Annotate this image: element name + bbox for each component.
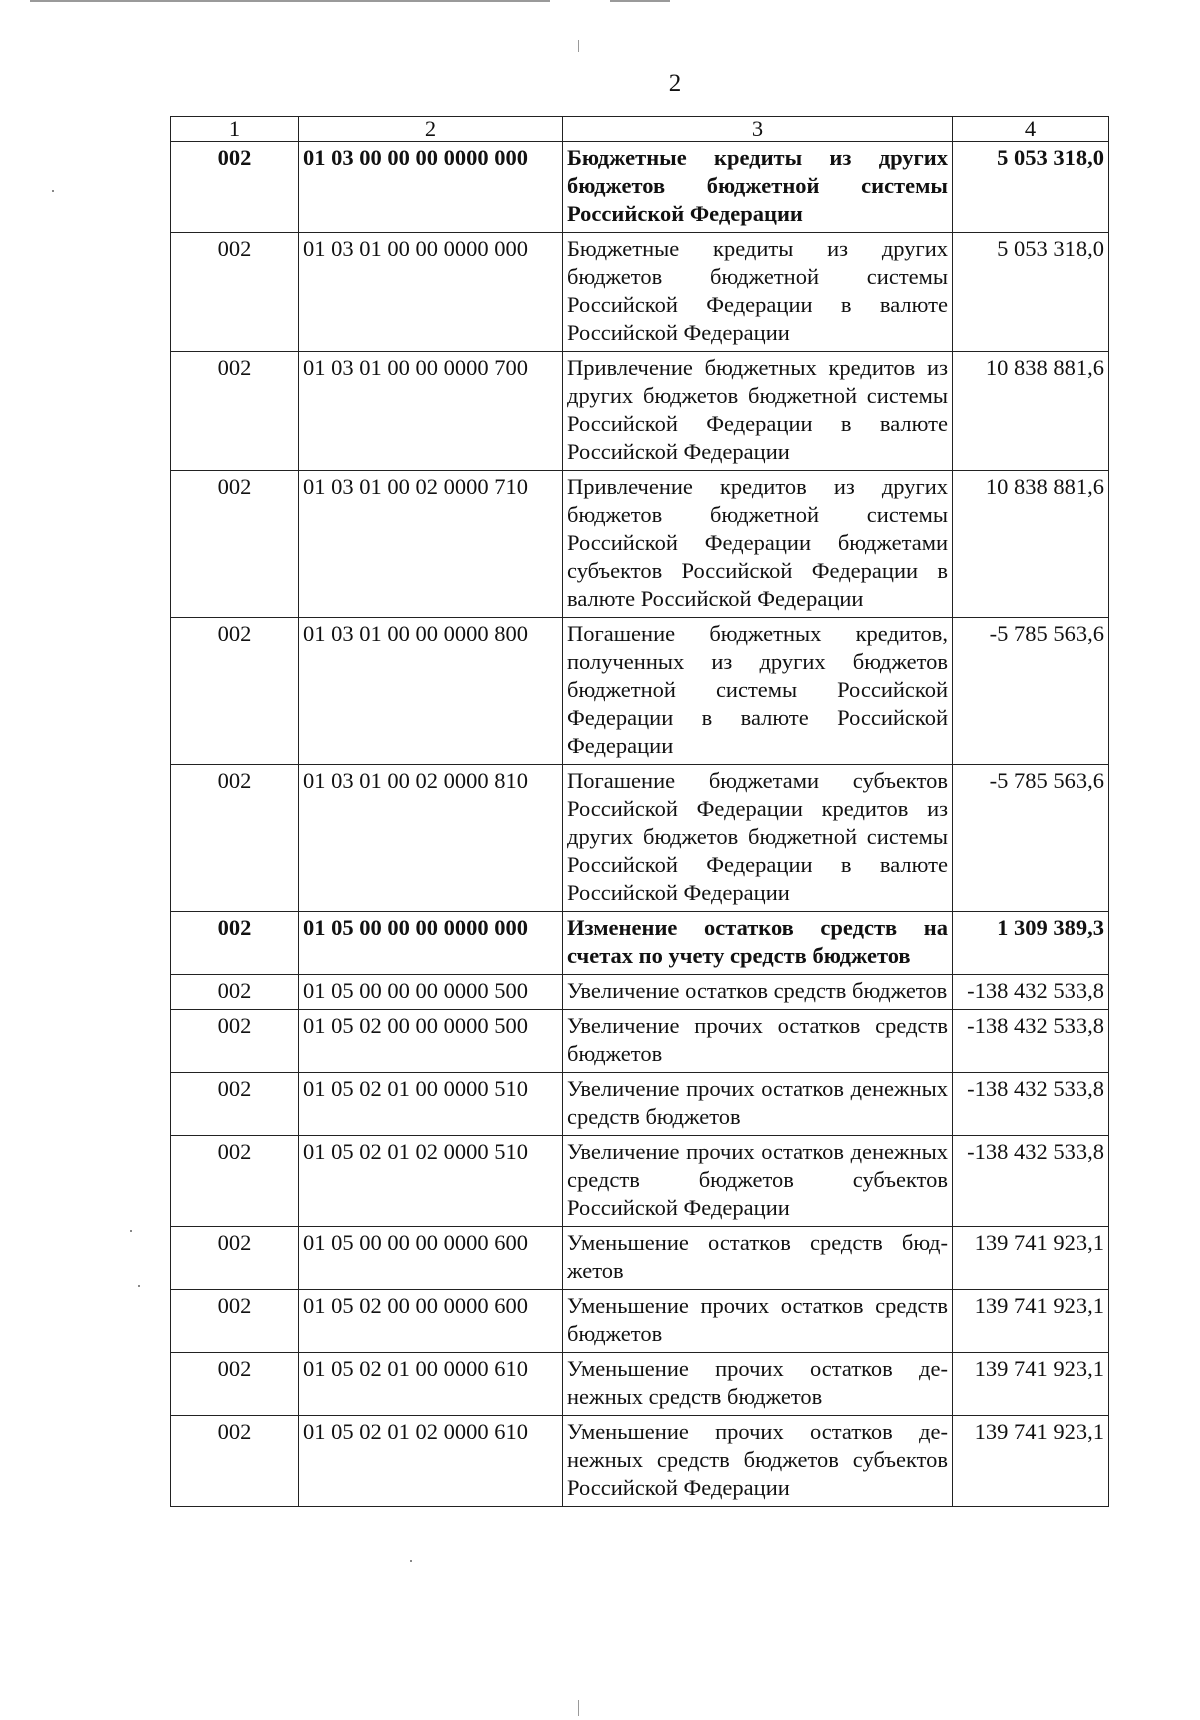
amount-cell: 10 838 881,6: [953, 352, 1109, 471]
admin-code-cell: 002: [171, 471, 299, 618]
admin-code-cell: 002: [171, 233, 299, 352]
admin-code-cell: 002: [171, 912, 299, 975]
description-cell: Погашение бюджетами субъектов Российской Федерации кредитов из других бюджетов бюджетной системы Российской Федерации в валюте Российской Федерации: [563, 765, 953, 912]
admin-code-cell: 002: [171, 618, 299, 765]
amount-cell: -138 432 533,8: [953, 1136, 1109, 1227]
description-cell: Привлечение бюджетных кредитов из других бюджетов бюджетной системы Российской Федерации в валюте Российской Федерации: [563, 352, 953, 471]
scan-artifact-top-line: [30, 0, 550, 2]
column-header-4: 4: [953, 117, 1109, 142]
budget-classification-code-cell: 01 05 00 00 00 0000 000: [299, 912, 563, 975]
description-cell: Увеличение прочих остатков средств бюджетов: [563, 1010, 953, 1073]
table-row: [171, 471, 1109, 618]
budget-classification-code-cell: 01 03 01 00 02 0000 710: [299, 471, 563, 618]
budget-sources-table: [170, 116, 1109, 1507]
admin-code-cell: 002: [171, 142, 299, 233]
scan-artifact-center-mark: [578, 40, 579, 52]
admin-code-cell: 002: [171, 1290, 299, 1353]
amount-cell: -138 432 533,8: [953, 1010, 1109, 1073]
column-header-2: 2: [299, 117, 563, 142]
description-cell: Увеличение прочих остатков денежных средств бюджетов: [563, 1073, 953, 1136]
description-cell: Увеличение остатков средств бюджетов: [563, 975, 953, 1010]
table-row: [171, 765, 1109, 912]
amount-cell: -138 432 533,8: [953, 1073, 1109, 1136]
admin-code-cell: 002: [171, 1010, 299, 1073]
budget-classification-code-cell: 01 05 02 01 00 0000 510: [299, 1073, 563, 1136]
admin-code-cell: 002: [171, 1416, 299, 1507]
description-cell: Изменение остатков средств на счетах по учету средств бюджетов: [563, 912, 953, 975]
budget-classification-code-cell: 01 05 02 01 02 0000 510: [299, 1136, 563, 1227]
description-cell: Уменьшение прочих остатков средств бюджетов: [563, 1290, 953, 1353]
table-row: [171, 912, 1109, 975]
budget-classification-code-cell: 01 03 01 00 00 0000 800: [299, 618, 563, 765]
amount-cell: 139 741 923,1: [953, 1227, 1109, 1290]
table-row: [171, 233, 1109, 352]
description-cell: Привлечение кредитов из других бюджетов бюджетной системы Российской Федерации бюджетами субъектов Российской Федерации в валюте Российской Федерации: [563, 471, 953, 618]
scan-artifact-dot: [52, 190, 54, 192]
amount-cell: -138 432 533,8: [953, 975, 1109, 1010]
budget-classification-code-cell: 01 05 00 00 00 0000 600: [299, 1227, 563, 1290]
table-body: [171, 142, 1109, 1507]
table-row: [171, 975, 1109, 1010]
admin-code-cell: 002: [171, 352, 299, 471]
budget-classification-code-cell: 01 05 02 01 02 0000 610: [299, 1416, 563, 1507]
budget-classification-code-cell: 01 05 02 00 00 0000 500: [299, 1010, 563, 1073]
budget-classification-code-cell: 01 05 00 00 00 0000 500: [299, 975, 563, 1010]
scan-artifact-dot: [138, 1285, 140, 1287]
scan-artifact-dot: [410, 1560, 412, 1562]
admin-code-cell: 002: [171, 975, 299, 1010]
column-header-3: 3: [563, 117, 953, 142]
amount-cell: -5 785 563,6: [953, 618, 1109, 765]
table-header-row: [171, 117, 1109, 142]
table-row: [171, 1227, 1109, 1290]
amount-cell: 5 053 318,0: [953, 142, 1109, 233]
table-row: [171, 1416, 1109, 1507]
amount-cell: 5 053 318,0: [953, 233, 1109, 352]
description-cell: Уменьшение прочих остатков денежных средств бюджетов: [563, 1353, 953, 1416]
budget-classification-code-cell: 01 05 02 00 00 0000 600: [299, 1290, 563, 1353]
description-cell: Уменьшение остатков средств бюджетов: [563, 1227, 953, 1290]
table-row: [171, 1010, 1109, 1073]
budget-classification-code-cell: 01 05 02 01 00 0000 610: [299, 1353, 563, 1416]
page-number: 2: [668, 70, 682, 97]
table-row: [171, 618, 1109, 765]
admin-code-cell: 002: [171, 1073, 299, 1136]
budget-classification-code-cell: 01 03 00 00 00 0000 000: [299, 142, 563, 233]
amount-cell: 139 741 923,1: [953, 1290, 1109, 1353]
scan-artifact-top-line: [610, 0, 670, 2]
table-row: [171, 1353, 1109, 1416]
admin-code-cell: 002: [171, 1136, 299, 1227]
admin-code-cell: 002: [171, 765, 299, 912]
budget-classification-code-cell: 01 03 01 00 00 0000 700: [299, 352, 563, 471]
scan-artifact-bottom-mark: [578, 1700, 579, 1716]
table-row: [171, 352, 1109, 471]
table-row: [171, 1073, 1109, 1136]
amount-cell: 1 309 389,3: [953, 912, 1109, 975]
admin-code-cell: 002: [171, 1353, 299, 1416]
description-cell: Бюджетные кредиты из других бюджетов бюджетной системы Российской Федерации: [563, 142, 953, 233]
amount-cell: 10 838 881,6: [953, 471, 1109, 618]
table-row: [171, 1136, 1109, 1227]
description-cell: Увеличение прочих остатков денежных средств бюджетов субъектов Российской Федерации: [563, 1136, 953, 1227]
budget-classification-code-cell: 01 03 01 00 02 0000 810: [299, 765, 563, 912]
description-cell: Бюджетные кредиты из других бюджетов бюджетной системы Российской Федерации в валюте Российской Федерации: [563, 233, 953, 352]
table-row: [171, 1290, 1109, 1353]
amount-cell: 139 741 923,1: [953, 1353, 1109, 1416]
amount-cell: -5 785 563,6: [953, 765, 1109, 912]
description-cell: Погашение бюджетных кредитов, полученных из других бюджетов бюджетной системы Российской Федерации в валюте Российской Федерации: [563, 618, 953, 765]
table-row: [171, 142, 1109, 233]
admin-code-cell: 002: [171, 1227, 299, 1290]
budget-classification-code-cell: 01 03 01 00 00 0000 000: [299, 233, 563, 352]
table-header: [171, 117, 1109, 142]
column-header-1: 1: [171, 117, 299, 142]
scan-artifact-dot: [130, 1230, 132, 1232]
amount-cell: 139 741 923,1: [953, 1416, 1109, 1507]
description-cell: Уменьшение прочих остатков денежных средств бюджетов субъектов Российской Федерации: [563, 1416, 953, 1507]
